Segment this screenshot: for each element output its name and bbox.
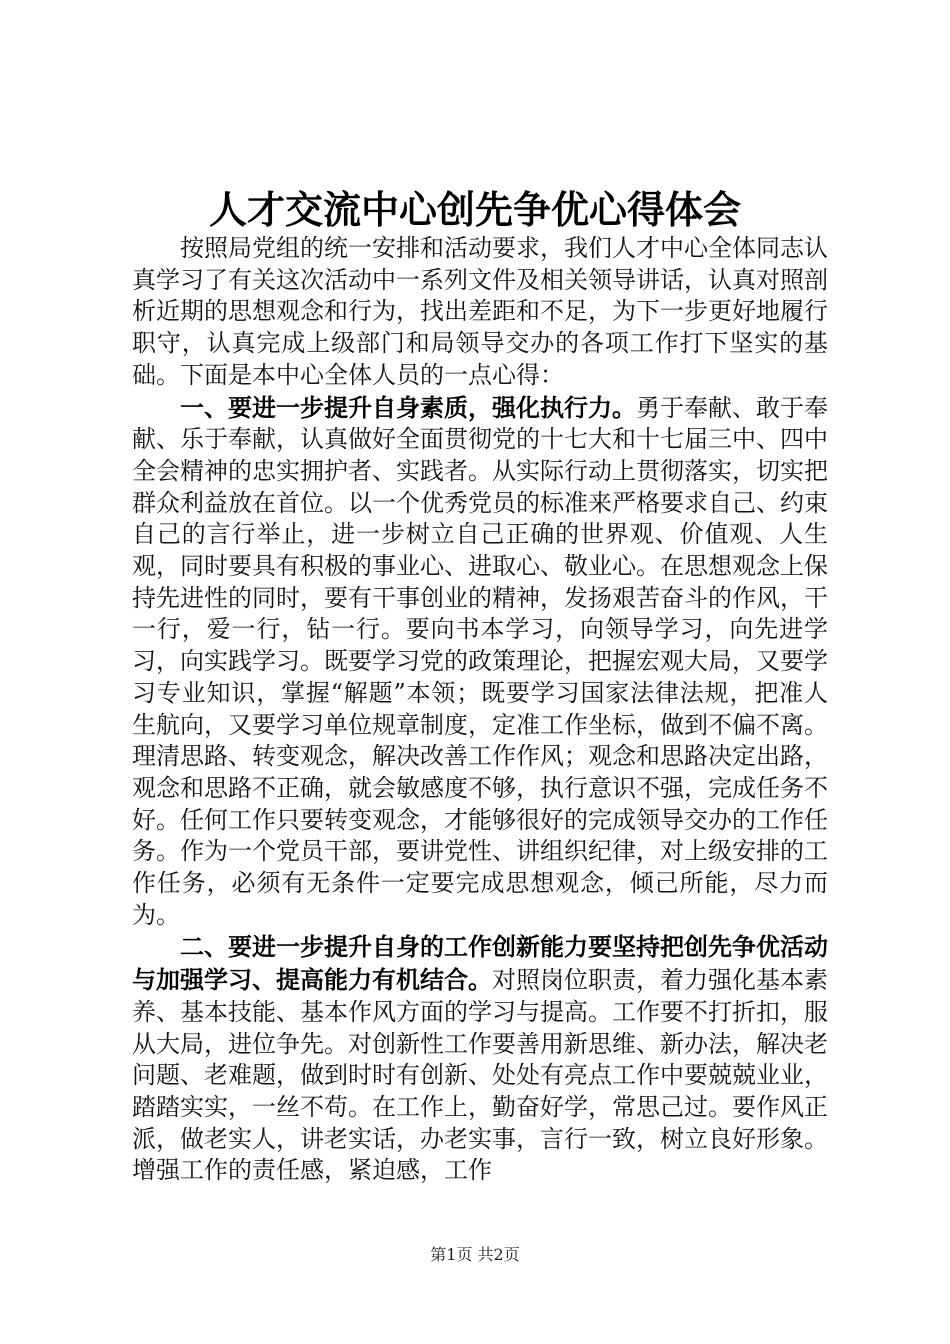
paragraph-text: 按照局党组的统一安排和活动要求，我们人才中心全体同志认真学习了有关这次活动中一系列文件及相关领导讲话，认真对照剖析近期的思想观念和行为，找出差距和不足，为下一步更好地履行职守，认真完成上级部门和局领导交办的各项工作打下坚实的基础。下面是本中心全体人员的一点心得： (132, 234, 828, 389)
paragraph-intro (132, 232, 828, 392)
paragraph-text: 对照岗位职责，着力强化基本素养、基本技能、基本作风方面的学习与提高。工作要不打折扣，服从大局，进位争先。对创新性工作要善用新思维、新办法，解决老问题、老难题，做到时时有创新、处处有亮点工作中要兢兢业业，踏踏实实，一丝不苟。在工作上，勤奋好学，常思己过。要作风正派，做老实人，讲老实话，办老实事，言行一致，树立良好形象。增强工作的责任感，紧迫感，工作 (132, 966, 828, 1185)
document-title: 人才交流中心创先争优心得体会 (208, 187, 741, 232)
paragraph-section-1 (132, 392, 828, 932)
document-body (132, 232, 828, 1187)
paragraph-text: 勇于奉献、敢于奉献、乐于奉献，认真做好全面贯彻党的十七大和十七届三中、四中全会精神的忠实拥护者、实践者。从实际行动上贯彻落实，切实把群众利益放在首位。以一个优秀党员的标准来严格要求自己、约束自己的言行举止，进一步树立自己正确的世界观、价值观、人生观，同时要具有积极的事业心、进取心、敬业心。在思想观念上保持先进性的同时，要有干事创业的精神，发扬艰苦奋斗的作风，干一行，爱一行，钻一行。要向书本学习，向领导学习，向先进学习，向实践学习。既要学习党的政策理论，把握宏观大局，又要学习专业知识，掌握“解题”本领；既要学习国家法律法规，把准人生航向，又要学习单位规章制度，定准工作坐标，做到不偏不离。理清思路、转变观念，解决改善工作作风；观念和思路决定出路，观念和思路不正确，就会敏感度不够，执行意识不强，完成任务不好。任何工作只要转变观念，才能够很好的完成领导交办的工作任务。作为一个党员干部，要讲党性、讲组织纪律，对上级安排的工作任务，必须有无条件一定要完成思想观念，倾己所能，尽力而为。 (132, 393, 828, 929)
paragraph-section-2 (132, 931, 828, 1187)
page-number-footer: 第1页 共2页 (430, 1245, 520, 1264)
section-1-heading: 一、要进一步提升自身素质，强化执行力。 (180, 392, 636, 422)
section-2-heading: 二、要进一步提升自身的工作创新能力要坚持把创先争优活动与加强学习、提高能力有机结合。 (132, 932, 828, 995)
